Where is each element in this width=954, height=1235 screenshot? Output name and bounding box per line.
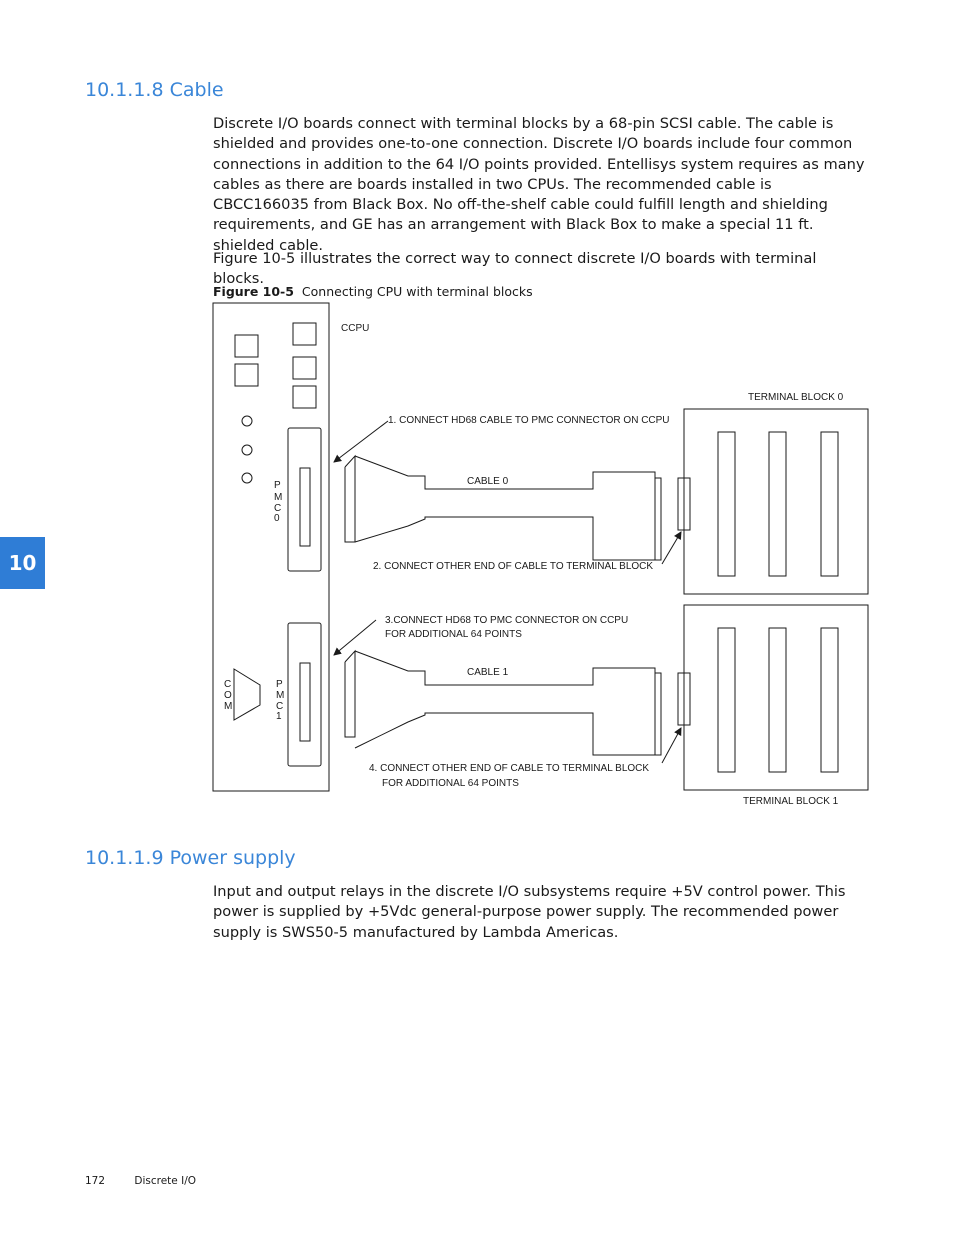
cable0-plug-right bbox=[655, 478, 661, 560]
ccpu-square-1 bbox=[235, 335, 258, 357]
pmc1-label-2: M bbox=[276, 690, 285, 701]
tb1-strip-2 bbox=[769, 628, 786, 772]
com-label-3: M bbox=[224, 701, 233, 712]
chapter-tab: 10 bbox=[0, 537, 45, 589]
led-2 bbox=[242, 445, 252, 455]
cable1-label: CABLE 1 bbox=[467, 667, 509, 678]
cable0-body bbox=[355, 456, 655, 560]
ccpu-square-2 bbox=[235, 364, 258, 386]
footer-title: Discrete I/O bbox=[134, 1175, 196, 1187]
pmc1-slot bbox=[300, 663, 310, 741]
led-3 bbox=[242, 473, 252, 483]
step3-label-1: 3.CONNECT HD68 TO PMC CONNECTOR ON CCPU bbox=[385, 615, 629, 626]
pmc0-label-3: C bbox=[274, 503, 282, 514]
section-heading-power: 10.1.1.9 Power supply bbox=[85, 847, 296, 869]
pmc1-connector bbox=[288, 623, 321, 766]
step3-label-2: FOR ADDITIONAL 64 POINTS bbox=[385, 629, 522, 640]
pmc1-label-1: P bbox=[276, 679, 283, 690]
step4-label-2: FOR ADDITIONAL 64 POINTS bbox=[382, 778, 519, 789]
cable0-plug-left bbox=[345, 456, 355, 542]
terminal-block-1 bbox=[684, 605, 868, 790]
step1-label: 1. CONNECT HD68 CABLE TO PMC CONNECTOR ON CCPU bbox=[388, 415, 670, 426]
pmc0-slot bbox=[300, 468, 310, 546]
arrow-step2 bbox=[662, 532, 681, 564]
cable1-plug-right bbox=[655, 673, 661, 755]
ccpu-board bbox=[213, 303, 329, 791]
step2-label: 2. CONNECT OTHER END OF CABLE TO TERMINAL BLOCK bbox=[373, 561, 654, 572]
pmc0-label-2: M bbox=[274, 492, 283, 503]
ccpu-label: CCPU bbox=[341, 323, 370, 334]
led-1 bbox=[242, 416, 252, 426]
section-heading-cable: 10.1.1.8 Cable bbox=[85, 79, 224, 101]
pmc0-connector bbox=[288, 428, 321, 571]
tb0-strip-3 bbox=[821, 432, 838, 576]
com-label-1: C bbox=[224, 679, 232, 690]
figure-caption-text: Connecting CPU with terminal blocks bbox=[301, 284, 533, 299]
cable-paragraph-1: Discrete I/O boards connect with terminal blocks by a 68-pin SCSI cable. The cable is shielded and provides one-to-one connection. Discrete I/O boards include four common connections in addition to the 64 I/O points provided. Entellisys system requires as many cables as there are boards installed in two CPUs. The recommended cable is CBCC166035 from Black Box. No off-the-shelf cable could fulfill length and shielding requirements, and GE has an arrangement with Black Box to make a special 11 ft. shielded cable. bbox=[213, 115, 865, 254]
ccpu-square-5 bbox=[293, 386, 316, 408]
arrow-step1 bbox=[334, 421, 388, 462]
step4-label-1: 4. CONNECT OTHER END OF CABLE TO TERMINAL BLOCK bbox=[369, 763, 650, 774]
cable-paragraph-2: Figure 10-5 illustrates the correct way to connect discrete I/O boards with terminal blocks. bbox=[213, 250, 817, 288]
terminal-block-1-label: TERMINAL BLOCK 1 bbox=[743, 796, 839, 807]
pmc0-label-1: P bbox=[274, 480, 281, 491]
tb1-strip-1 bbox=[718, 628, 735, 772]
pmc0-label-4: 0 bbox=[274, 513, 280, 524]
tb0-strip-2 bbox=[769, 432, 786, 576]
terminal-block-0 bbox=[684, 409, 868, 594]
arrow-step4 bbox=[662, 728, 681, 763]
arrow-step3 bbox=[334, 620, 376, 655]
terminal-block-0-label: TERMINAL BLOCK 0 bbox=[748, 392, 844, 403]
pmc1-label-3: C bbox=[276, 701, 284, 712]
cable0-label: CABLE 0 bbox=[467, 476, 509, 487]
ccpu-square-4 bbox=[293, 357, 316, 379]
cable1-plug-left bbox=[345, 651, 355, 737]
power-paragraph: Input and output relays in the discrete I/O subsystems require +5V control power. This power is supplied by +5Vdc general-purpose power supply. The recommended power supply is SWS50-5 manufactured by Lambda Americas. bbox=[213, 883, 846, 941]
ccpu-square-3 bbox=[293, 323, 316, 345]
page-footer bbox=[85, 1175, 222, 1187]
com-port bbox=[234, 669, 260, 720]
page-number: 172 bbox=[85, 1175, 106, 1187]
com-label-2: O bbox=[224, 690, 232, 701]
tb0-strip-1 bbox=[718, 432, 735, 576]
tb1-strip-3 bbox=[821, 628, 838, 772]
pmc1-label-4: 1 bbox=[276, 711, 282, 722]
figure-label: Figure 10-5 bbox=[213, 284, 294, 299]
